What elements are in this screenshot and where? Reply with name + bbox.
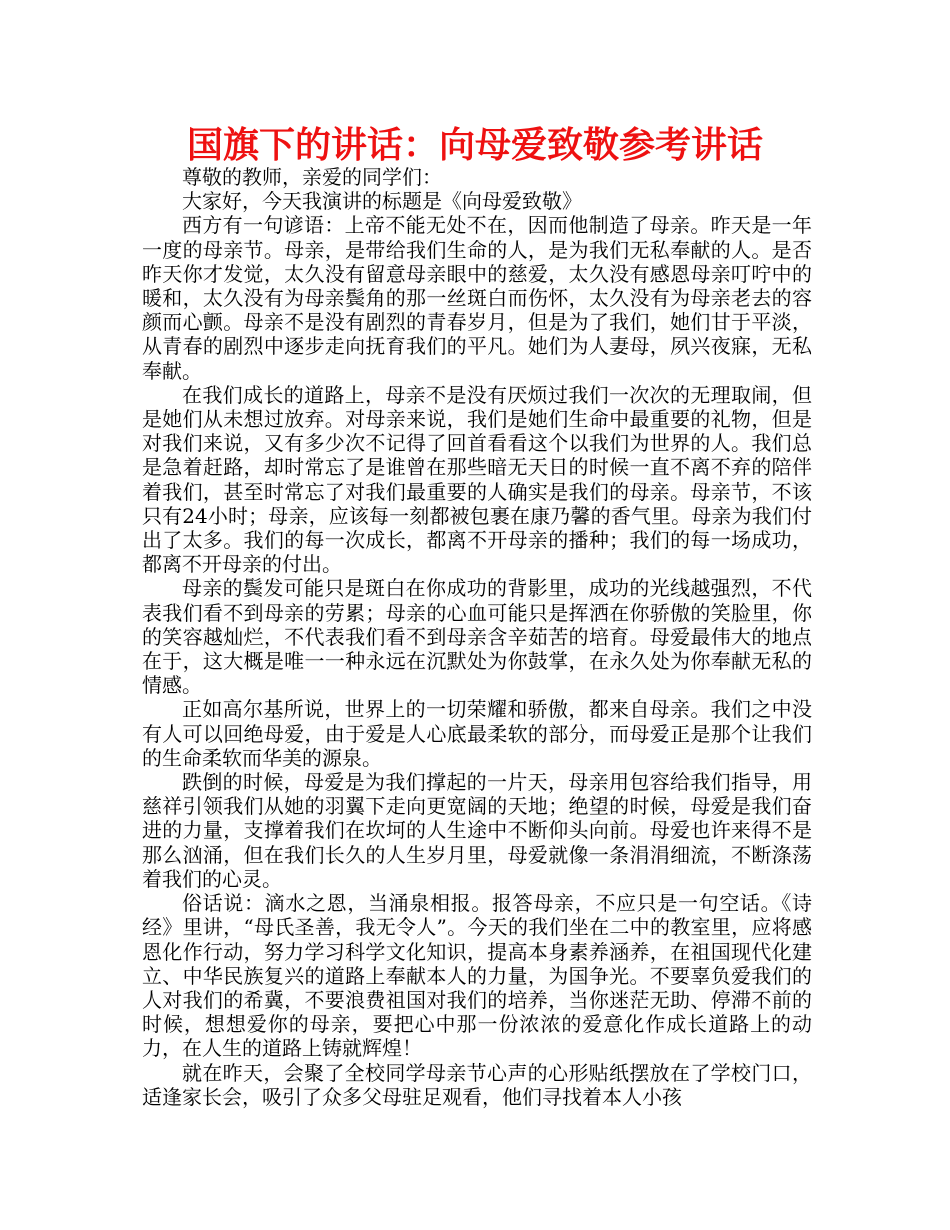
paragraph: 母亲的鬓发可能只是斑白在你成功的背影里，成功的光线越强烈，不代表我们看不到母亲的劳累；母亲的心血可能只是挥洒在你骄傲的笑脸里，你的笑容越灿烂，不代表我们看不到母亲含辛茹苦的培育。母爱最伟大的地点在于，这大概是唯一一种永远在沉默处为你鼓掌，在永久处为你奉献无私的情感。 — [142, 576, 812, 698]
document-body — [142, 165, 812, 1109]
document-title: 国旗下的讲话：向母爱致敬参考讲话 — [186, 125, 763, 166]
paragraph: 西方有一句谚语：上帝不能无处不在，因而他制造了母亲。昨天是一年一度的母亲节。母亲，是带给我们生命的人，是为我们无私奉献的人。是否昨天你才发觉，太久没有留意母亲眼中的慈爱，太久没有感恩母亲叮咛中的暖和，太久没有为母亲鬓角的那一丝斑白而伤怀，太久没有为母亲老去的容颜而心颤。母亲不是没有剧烈的青春岁月，但是为了我们，她们甘于平淡，从青春的剧烈中逐步走向抚育我们的平凡。她们为人妻母，夙兴夜寐，无私奉献。 — [142, 213, 812, 383]
paragraph: 在我们成长的道路上，母亲不是没有厌烦过我们一次次的无理取闹，但是她们从未想过放弃。对母亲来说，我们是她们生命中最重要的礼物，但是对我们来说，又有多少次不记得了回首看看这个以我们为世界的人。我们总是急着赶路，却时常忘了是谁曾在那些暗无天日的时候一直不离不弃的陪伴着我们，甚至时常忘了对我们最重要的人确实是我们的母亲。母亲节，不该只有24小时；母亲，应该每一刻都被包裹在康乃馨的香气里。母亲为我们付出了太多。我们的每一次成长，都离不开母亲的播种；我们的每一场成功，都离不开母亲的付出。 — [142, 382, 812, 577]
paragraph: 正如高尔基所说，世界上的一切荣耀和骄傲，都来自母亲。我们之中没有人可以回绝母爱，由于爱是人心底最柔软的部分，而母爱正是那个让我们的生命柔软而华美的源泉。 — [142, 697, 812, 770]
paragraph: 俗话说：滴水之恩，当涌泉相报。报答母亲，不应只是一句空话。《诗经》里讲，“母氏圣善，我无令人”。今天的我们坐在二中的教室里，应将感恩化作行动，努力学习科学文化知识，提高本身素养涵养，在祖国现代化建立、中华民族复兴的道路上奉献本人的力量，为国争光。不要辜负爱我们的人对我们的希冀，不要浪费祖国对我们的培养，当你迷茫无助、停滞不前的时候，想想爱你的母亲，要把心中那一份浓浓的爱意化作成长道路上的动力，在人生的道路上铸就辉煌！ — [142, 891, 812, 1061]
opening-line: 大家好，今天我演讲的标题是《向母爱致敬》 — [182, 189, 582, 214]
paragraph: 跌倒的时候，母爱是为我们撑起的一片天，母亲用包容给我们指导，用慈祥引领我们从她的羽翼下走向更宽阔的天地；绝望的时候，母爱是我们奋进的力量，支撑着我们在坎坷的人生途中不断仰头向前。母爱也许来得不是那么汹涌，但在我们长久的人生岁月里，母爱就像一条涓涓细流，不断涤荡着我们的心灵。 — [142, 770, 812, 891]
paragraph: 就在昨天，会聚了全校同学母亲节心声的心形贴纸摆放在了学校门口，适逢家长会，吸引了众多父母驻足观看，他们寻找着本人小孩 — [142, 1060, 812, 1109]
salutation: 尊敬的教师，亲爱的同学们： — [182, 165, 442, 189]
